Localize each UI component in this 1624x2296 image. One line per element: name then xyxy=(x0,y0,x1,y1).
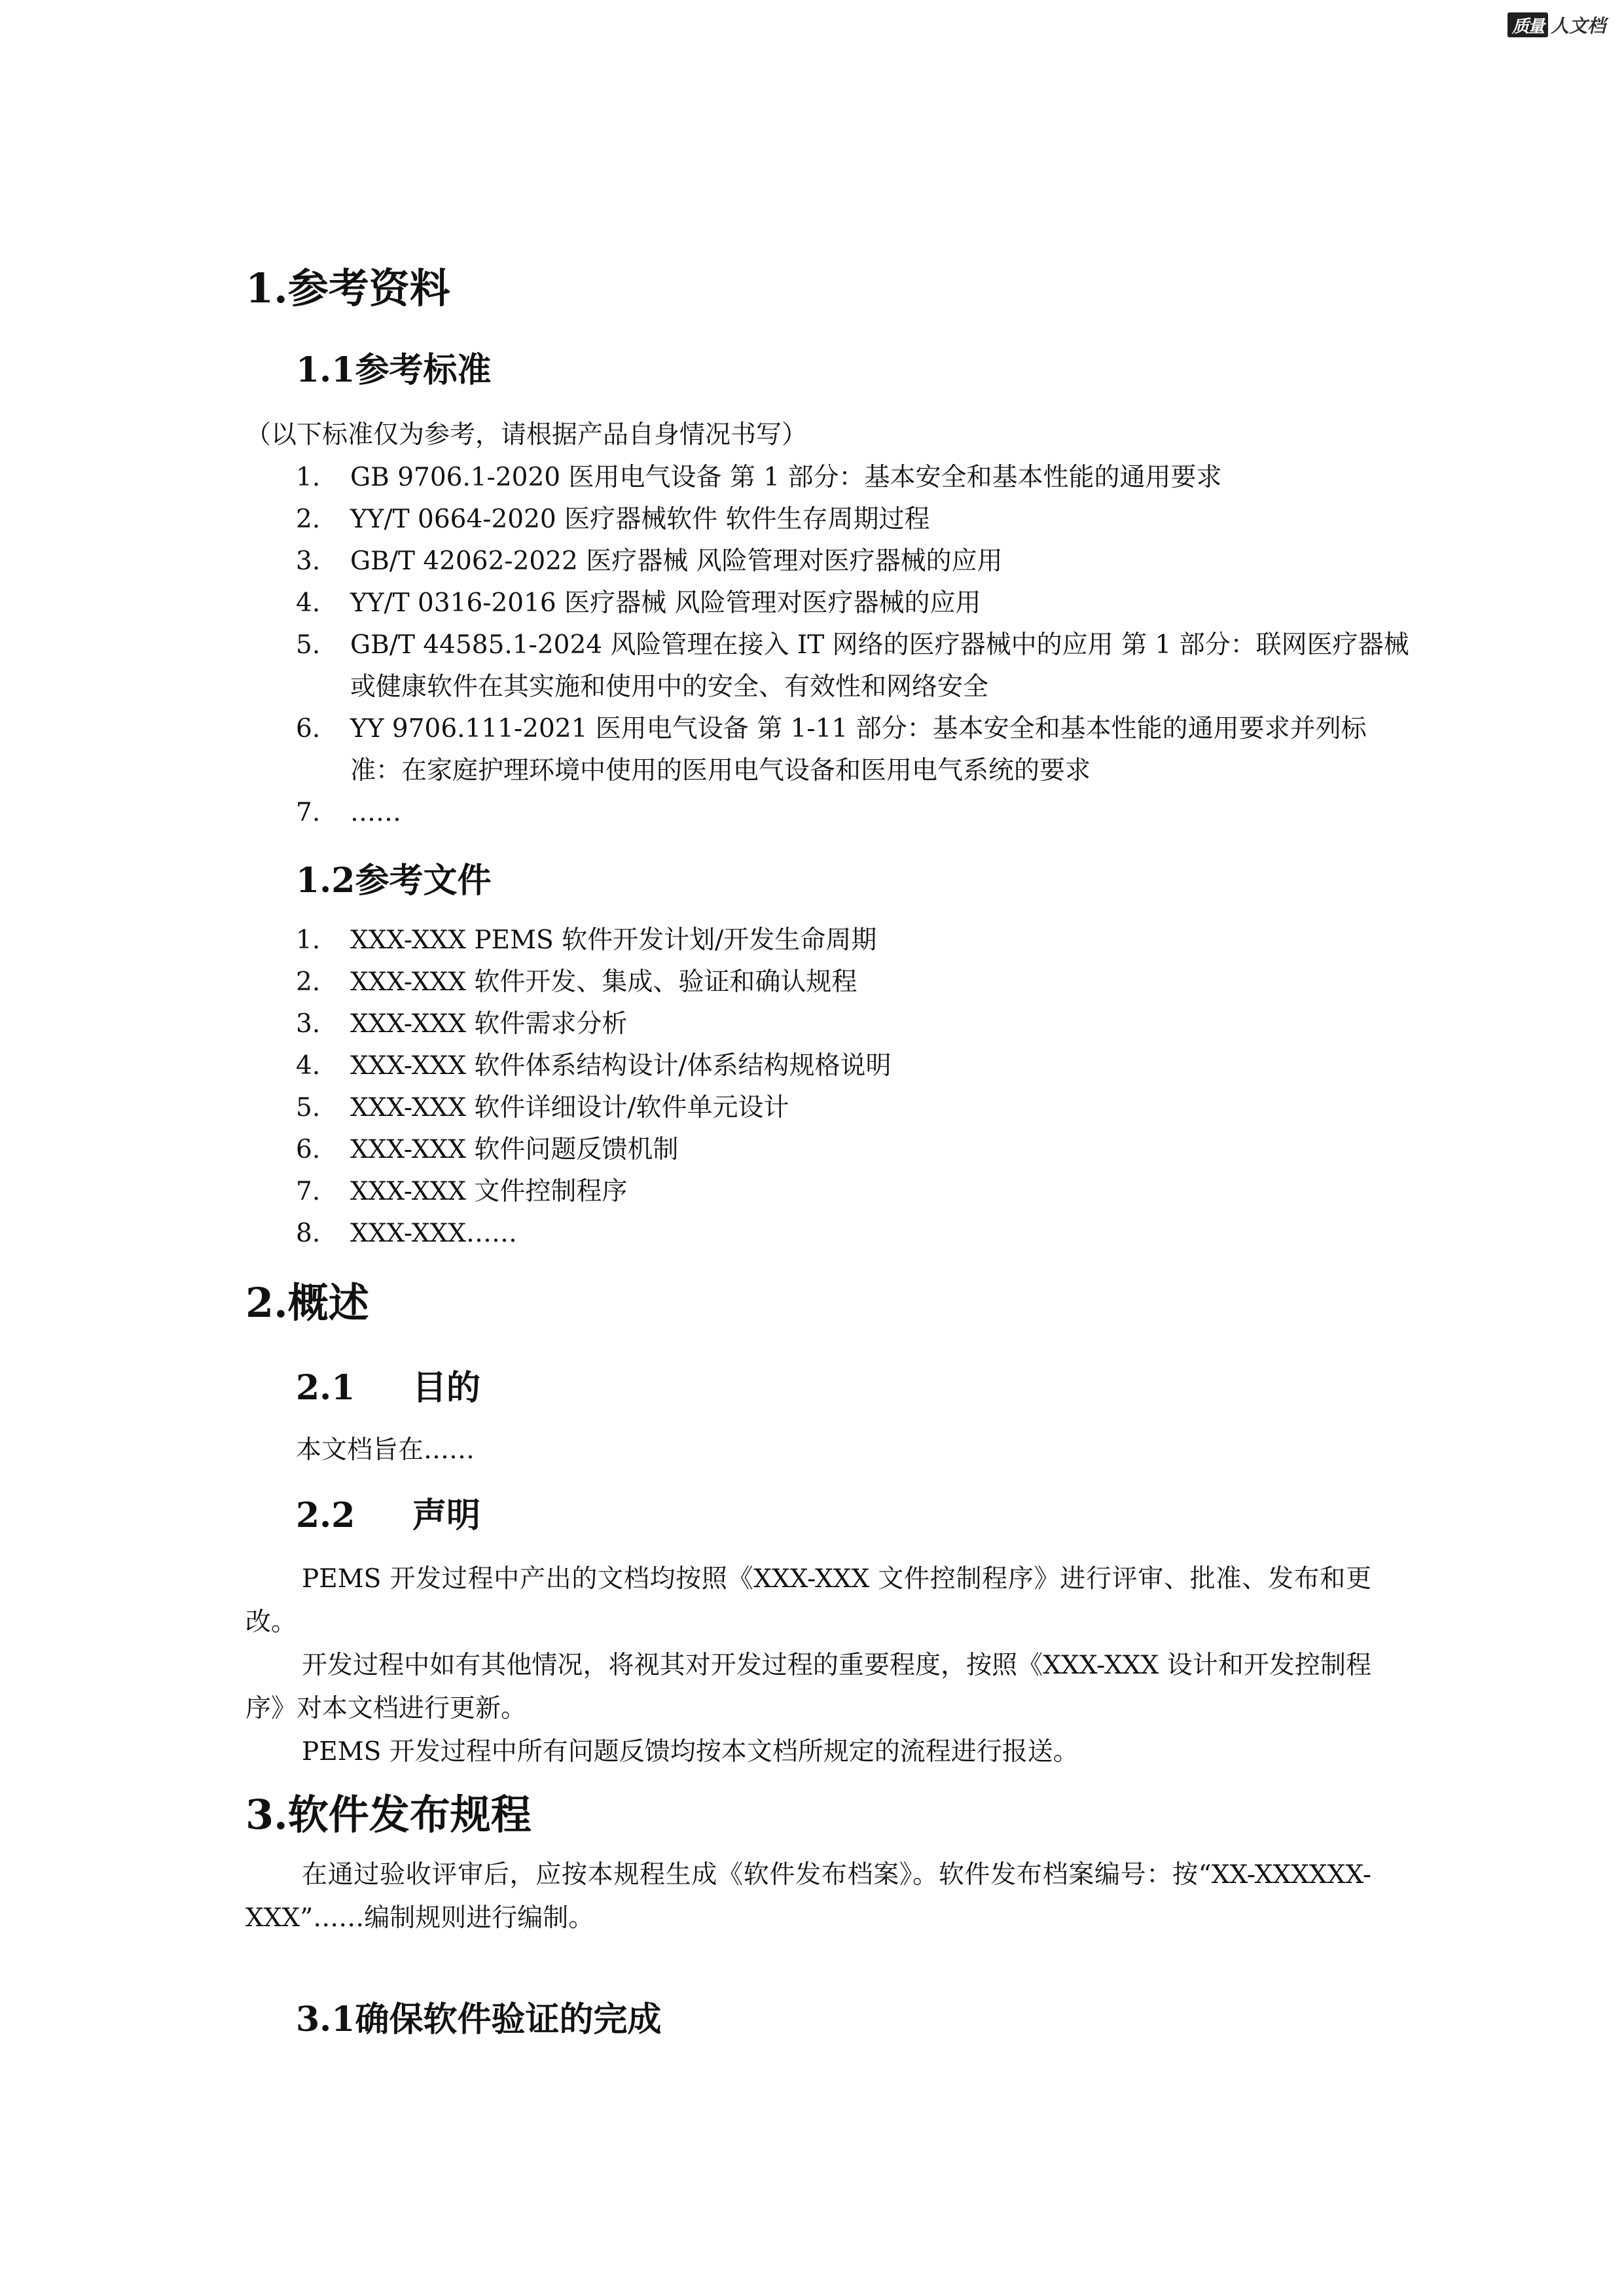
heading-text: 目的 xyxy=(412,1368,481,1408)
list-item xyxy=(296,457,1417,499)
list-item xyxy=(296,708,1417,792)
standards-list xyxy=(296,457,1417,834)
list-item-text: YY/T 0316-2016 医疗器械 风险管理对医疗器械的应用 xyxy=(350,588,981,618)
watermark-text: 人文档 xyxy=(1551,15,1606,37)
list-item xyxy=(296,1003,1417,1045)
list-item-text: YY/T 0664-2020 医疗器械软件 软件生存周期过程 xyxy=(350,505,930,534)
list-item-number: 2. xyxy=(296,505,321,534)
standards-note: （以下标准仅为参考，请根据产品自身情况书写） xyxy=(245,420,808,450)
heading-section-2-1 xyxy=(296,1368,481,1408)
list-item xyxy=(296,1171,1417,1213)
list-item-number: 3. xyxy=(296,547,321,576)
list-item-number: 7. xyxy=(296,1177,321,1206)
list-item xyxy=(296,583,1417,624)
list-item-number: 4. xyxy=(296,1051,321,1081)
list-item xyxy=(296,961,1417,1003)
list-item-text: XXX-XXX…… xyxy=(350,1219,517,1248)
list-item-text: XXX-XXX 文件控制程序 xyxy=(350,1177,628,1206)
heading-section-1-1: 1.1参考标准 xyxy=(296,350,492,390)
list-item-text: XXX-XXX 软件需求分析 xyxy=(350,1009,628,1039)
declaration-block xyxy=(245,1558,1371,1774)
list-item-number: 5. xyxy=(296,1093,321,1122)
list-item-text: XXX-XXX PEMS 软件开发计划/开发生命周期 xyxy=(350,925,877,955)
list-item-text: XXX-XXX 软件问题反馈机制 xyxy=(350,1135,679,1164)
list-item xyxy=(296,920,1417,961)
list-item-number: 8. xyxy=(296,1219,321,1248)
list-item-text: …… xyxy=(350,798,401,827)
list-item-number: 7. xyxy=(296,798,321,827)
list-item-number: 2. xyxy=(296,967,321,997)
list-item-number: 1. xyxy=(296,925,321,955)
list-item-number: 5. xyxy=(296,630,321,660)
heading-section-3: 3.软件发布规程 xyxy=(245,1791,532,1839)
heading-section-3-1: 3.1确保软件验证的完成 xyxy=(296,2000,662,2039)
list-item xyxy=(296,499,1417,541)
heading-section-2-2 xyxy=(296,1496,481,1535)
list-item xyxy=(296,624,1417,708)
heading-section-2: 2.概述 xyxy=(245,1279,369,1327)
list-item-number: 4. xyxy=(296,588,321,618)
list-item-text: GB/T 44585.1-2024 风险管理在接入 IT 网络的医疗器械中的应用 第 1 部分：联网医疗器械或健康软件在其实施和使用中的安全、有效性和网络安全 xyxy=(350,630,1409,702)
paragraph: 开发过程中如有其他情况，将视其对开发过程的重要程度，按照《XXX-XXX 设计和开发控制程序》对本文档进行更新。 xyxy=(245,1651,1371,1723)
list-item xyxy=(296,541,1417,583)
list-item xyxy=(296,1129,1417,1171)
paragraph: PEMS 开发过程中所有问题反馈均按本文档所规定的流程进行报送。 xyxy=(302,1737,1079,1767)
list-item-text: GB/T 42062-2022 医疗器械 风险管理对医疗器械的应用 xyxy=(350,547,1003,576)
watermark-mark: 质量 xyxy=(1507,12,1548,37)
list-item-number: 6. xyxy=(296,714,321,744)
heading-number: 2.2 xyxy=(296,1496,355,1535)
list-item xyxy=(296,1213,1417,1255)
purpose-text: 本文档旨在…… xyxy=(296,1435,475,1465)
list-item-text: XXX-XXX 软件详细设计/软件单元设计 xyxy=(350,1093,789,1122)
list-item xyxy=(296,1087,1417,1129)
list-item-text: GB 9706.1-2020 医用电气设备 第 1 部分：基本安全和基本性能的通用要求 xyxy=(350,463,1222,492)
list-item-number: 1. xyxy=(296,463,321,492)
list-item-text: YY 9706.111-2021 医用电气设备 第 1-11 部分：基本安全和基本性能的通用要求并列标准：在家庭护理环境中使用的医用电气设备和医用电气系统的要求 xyxy=(350,714,1367,785)
heading-section-1: 1.参考资料 xyxy=(245,264,450,312)
list-item-number: 6. xyxy=(296,1135,321,1164)
list-item xyxy=(296,792,1417,834)
paragraph: PEMS 开发过程中产出的文档均按照《XXX-XXX 文件控制程序》进行评审、批准、发布和更改。 xyxy=(245,1564,1371,1637)
list-item-text: XXX-XXX 软件体系结构设计/体系结构规格说明 xyxy=(350,1051,892,1081)
list-item-number: 3. xyxy=(296,1009,321,1039)
heading-number: 2.1 xyxy=(296,1368,355,1408)
documents-list xyxy=(296,920,1417,1255)
heading-section-1-2: 1.2参考文件 xyxy=(296,861,492,901)
heading-text: 声明 xyxy=(412,1496,481,1535)
list-item xyxy=(296,1045,1417,1087)
watermark-logo xyxy=(1507,12,1609,38)
list-item-text: XXX-XXX 软件开发、集成、验证和确认规程 xyxy=(350,967,857,997)
release-paragraph: 在通过验收评审后，应按本规程生成《软件发布档案》。软件发布档案编号：按“XX-XXXXXX-XXX”……编制规则进行编制。 xyxy=(245,1860,1371,1933)
